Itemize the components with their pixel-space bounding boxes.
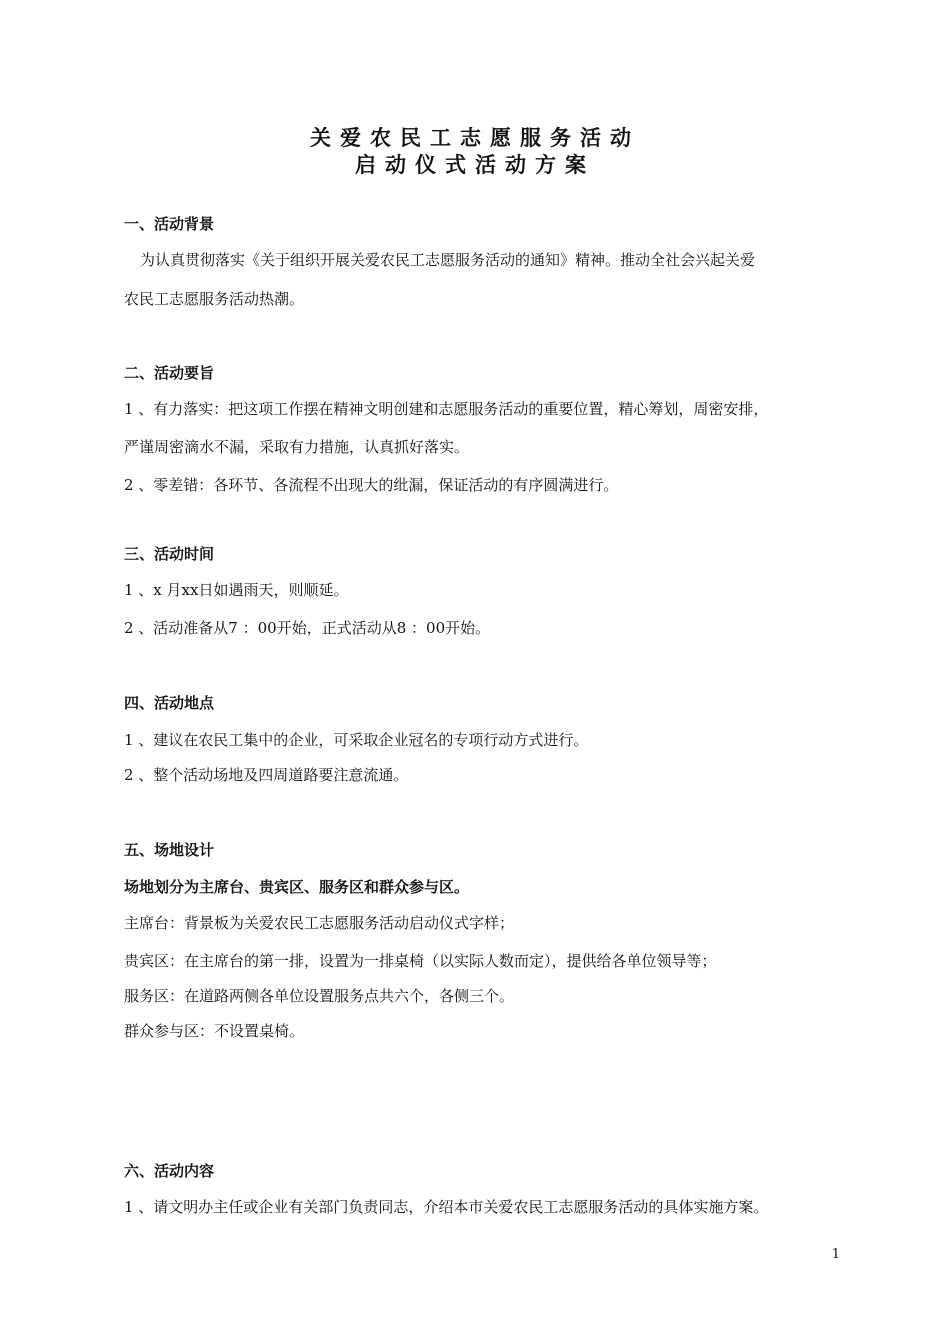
venue-line-vip-area: 贵宾区：在主席台的第一排，设置为一排桌椅（以实际人数而定），提供给各单位领导等； bbox=[124, 952, 717, 970]
section-heading-location: 四、活动地点 bbox=[124, 694, 215, 712]
document-title-line1: 关爱农民工志愿服务活动 bbox=[310, 125, 640, 150]
venue-line-public-area: 群众参与区：不设置桌椅。 bbox=[124, 1022, 305, 1040]
content-item1: 1 、请文明办主任或企业有关部门负责同志，介绍本市关爱农民工志愿服务活动的具体实施方案。 bbox=[124, 1198, 769, 1216]
paragraph-background-line2: 农民工志愿服务活动热潮。 bbox=[124, 290, 305, 308]
venue-subheading: 场地划分为主席台、贵宾区、服务区和群众参与区。 bbox=[124, 878, 470, 896]
purpose-item1-line1: 1 、有力落实：把这项工作摆在精神文明创建和志愿服务活动的重要位置，精心筹划，周密安排， bbox=[124, 400, 769, 418]
location-item2: 2 、整个活动场地及四周道路要注意流通。 bbox=[124, 766, 409, 784]
section-heading-time: 三、活动时间 bbox=[124, 545, 215, 563]
section-heading-content: 六、活动内容 bbox=[124, 1162, 215, 1180]
section-heading-purpose: 二、活动要旨 bbox=[124, 364, 215, 382]
venue-line-main-stage: 主席台：背景板为关爱农民工志愿服务活动启动仪式字样； bbox=[124, 914, 515, 932]
location-item1: 1 、建议在农民工集中的企业，可采取企业冠名的专项行动方式进行。 bbox=[124, 731, 589, 749]
time-item1: 1 、x 月xx日如遇雨天，则顺延。 bbox=[124, 581, 349, 599]
purpose-item2: 2 、零差错：各环节、各流程不出现大的纰漏，保证活动的有序圆满进行。 bbox=[124, 476, 619, 494]
venue-line-service-area: 服务区：在道路两侧各单位设置服务点共六个，各侧三个。 bbox=[124, 987, 515, 1005]
paragraph-background-line1: 为认真贯彻落实《关于组织开展关爱农民工志愿服务活动的通知》精神。推动全社会兴起关爱 bbox=[140, 251, 756, 269]
section-heading-venue-design: 五、场地设计 bbox=[124, 841, 215, 859]
purpose-item1-line2: 严谨周密滴水不漏，采取有力措施，认真抓好落实。 bbox=[124, 438, 470, 456]
page-number: 1 bbox=[831, 1247, 840, 1262]
section-heading-background: 一、活动背景 bbox=[124, 215, 215, 233]
time-item2: 2 、活动准备从7 ：00开始，正式活动从8 ：00开始。 bbox=[124, 619, 491, 637]
document-title-line2: 启动仪式活动方案 bbox=[355, 152, 595, 177]
